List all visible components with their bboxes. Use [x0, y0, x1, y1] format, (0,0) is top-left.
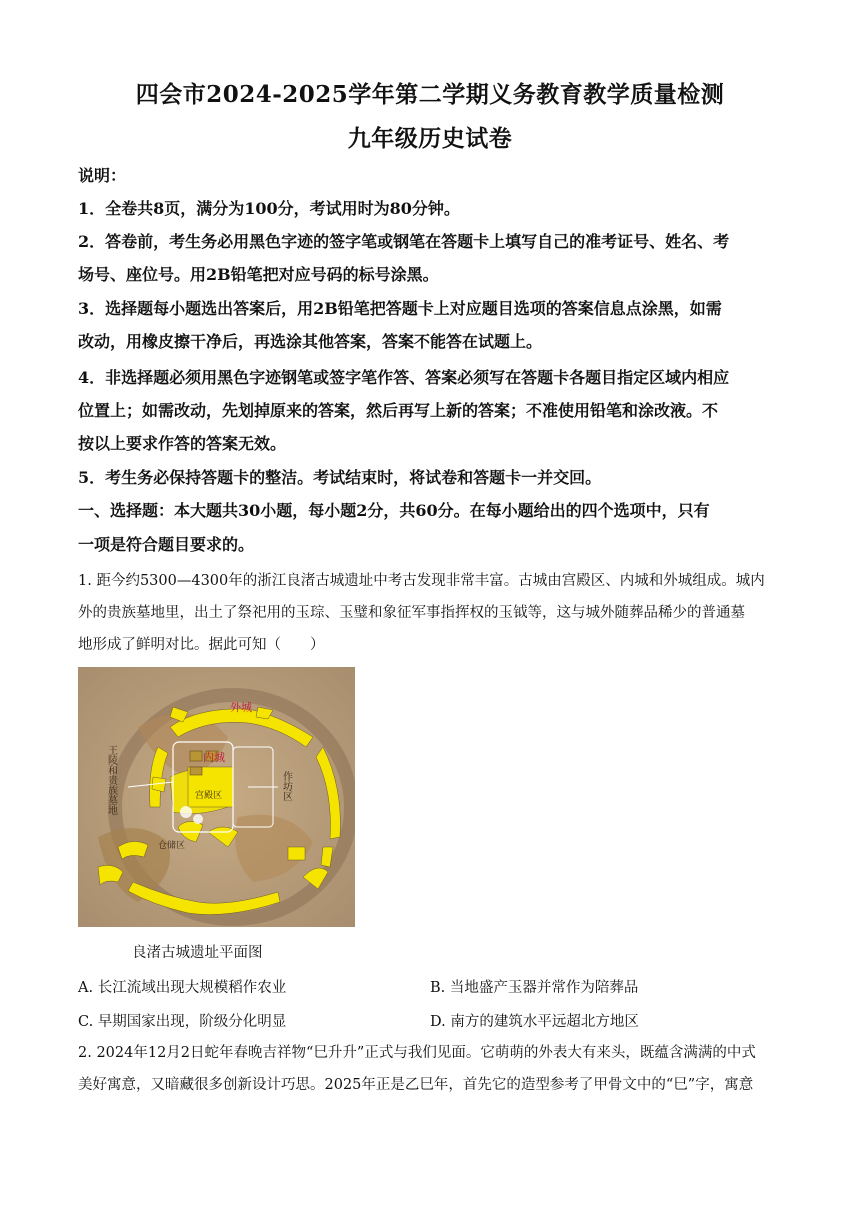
question-2-line: 2. 2024年12月2日蛇年春晚吉祥物“巳升升”正式与我们见面。它萌萌的外表大有来头，既蕴含满满的中式 — [78, 1045, 756, 1061]
instruction-line: 改动，用橡皮擦干净后，再选涂其他答案，答案不能答在试题上。 — [78, 332, 543, 351]
label-tombs: 王陵和贵族墓地 — [105, 745, 117, 815]
label-palace: 宫殿区 — [195, 791, 223, 801]
section-heading: 一项是符合题目要求的。 — [78, 535, 255, 554]
instruction-line: 1．全卷共8页，满分为100分，考试用时为80分钟。 — [78, 199, 460, 218]
exam-subtitle: 九年级历史试卷 — [347, 125, 513, 152]
instruction-line: 2．答卷前，考生务必用黑色字迹的签字笔或钢笔在答题卡上填写自己的准考证号、姓名、考 — [78, 232, 730, 251]
section-heading: 一、选择题：本大题共30小题，每小题2分，共60分。在每小题给出的四个选项中，只有 — [78, 501, 710, 520]
instruction-line: 4．非选择题必须用黑色字迹钢笔或签字笔作答、答案必须写在答题卡各题目指定区域内相应 — [78, 368, 730, 387]
instructions-heading: 说明： — [78, 166, 127, 185]
instruction-line: 位置上；如需改动，先划掉原来的答案，然后再写上新的答案；不准使用铅笔和涂改液。不 — [78, 401, 719, 420]
question-2-line: 美好寓意，又暗藏很多创新设计巧思。2025年正是乙巳年，首先它的造型参考了甲骨文中的“巳”字，寓意 — [78, 1077, 754, 1093]
question-1-line: 外的贵族墓地里，出土了祭祀用的玉琮、玉璧和象征军事指挥权的玉钺等，这与城外随葬品稀少的普通墓 — [78, 605, 745, 621]
instruction-line: 按以上要求作答的答案无效。 — [78, 434, 287, 453]
question-1-line: 地形成了鲜明对比。据此可知（ ） — [78, 637, 325, 653]
figure-caption: 良渚古城遗址平面图 — [132, 945, 263, 961]
option-a: A. 长江流域出现大规模稻作农业 — [78, 980, 287, 996]
label-storage: 仓储区 — [158, 841, 186, 851]
instruction-line: 3．选择题每小题选出答案后，用2B铅笔把答题卡上对应题目选项的答案信息点涂黑，如需 — [78, 299, 722, 318]
label-outer-city: 外城 — [230, 701, 252, 714]
label-workshop: 作坊区 — [280, 771, 292, 801]
option-c: C. 早期国家出现，阶级分化明显 — [78, 1014, 287, 1030]
instruction-line: 5．考生务必保持答题卡的整洁。考试结束时，将试卷和答题卡一并交回。 — [78, 468, 602, 487]
liangzhu-site-map — [78, 667, 355, 927]
option-b: B. 当地盛产玉器并常作为陪葬品 — [430, 980, 639, 996]
exam-title: 四会市2024-2025学年第二学期义务教育教学质量检测 — [135, 81, 725, 108]
instruction-line: 场号、座位号。用2B铅笔把对应号码的标号涂黑。 — [78, 265, 439, 284]
question-1-line: 1. 距今约5300—4300年的浙江良渚古城遗址中考古发现非常丰富。古城由宫殿区、内城和外城组成。城内 — [78, 573, 765, 589]
option-d: D. 南方的建筑水平远超北方地区 — [430, 1014, 639, 1030]
label-inner-city: 内城 — [203, 751, 225, 764]
